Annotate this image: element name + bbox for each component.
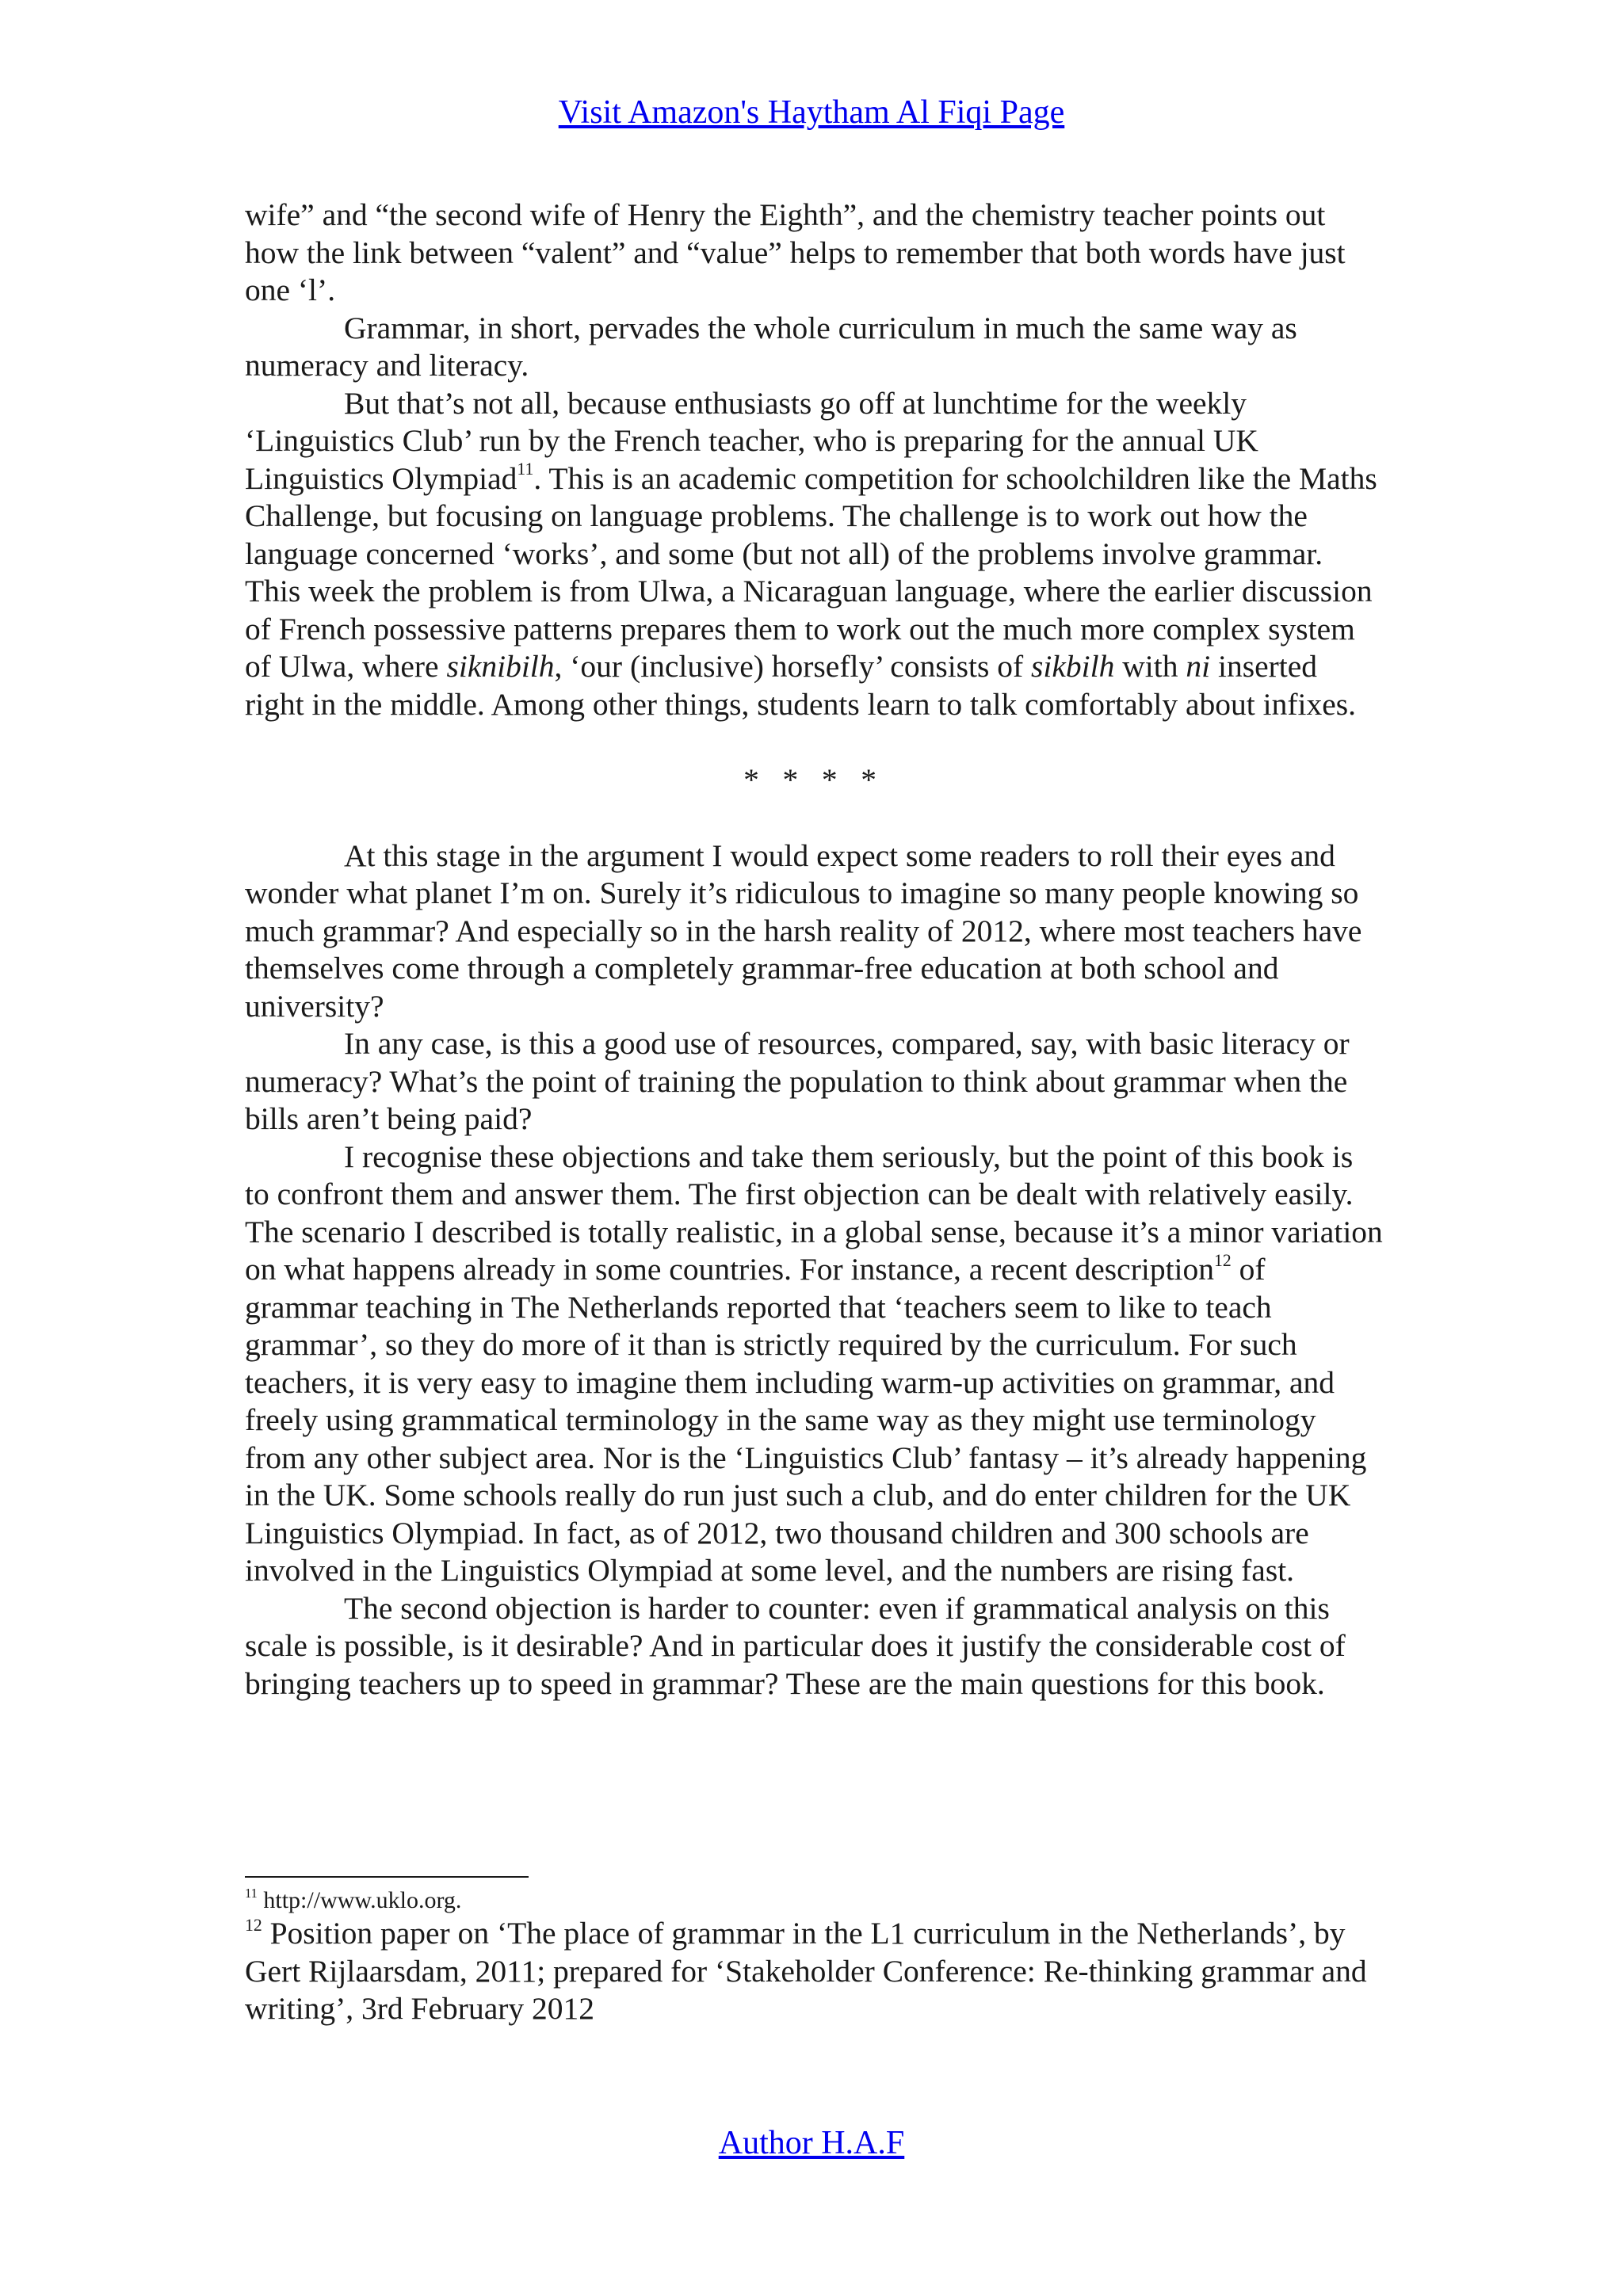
ulwa-word-siknibilh: siknibilh [446,649,555,684]
ulwa-word-sikbilh: sikbilh [1031,649,1115,684]
footnote-12-number: 12 [245,1915,262,1935]
footnote-11 [245,1886,1383,1915]
footnote-divider [245,1876,529,1878]
paragraph-6-text-b: of grammar teaching in The Netherlands reported that ‘teachers seem to like to teach grammar’, so they do more of it than is strictly required by the curriculum. For such teachers, it is very easy to imagine them including warm-up activities on grammar, and freely using grammatical terminology in the same way as they might use terminology from any other subject area. Nor is the ‘Linguistics Club’ fantasy – it’s already happening in the UK. Some schools really do run just such a club, and do enter children for the UK Linguistics Olympiad. In fact, as of 2012, two thousand children and 300 schools are involved in the Linguistics Olympiad at some level, and the numbers are rising fast. [245,1252,1367,1588]
footnote-12-text: Position paper on ‘The place of grammar in the L1 curriculum in the Netherlands’, by Gert Rijlaarsdam, 2011; prepared for ‘Stakeholder Conference: Re-thinking grammar and writing’, 3rd February 2012 [245,1916,1367,2026]
paragraph-3-text-b: . This is an academic competition for schoolchildren like the Maths Challenge, but focusing on language problems. The challenge is to work out how the language concerned ‘works’, and some (but not all) of the problems involve grammar. This week the problem is from Ulwa, a Nicaraguan language, where the earlier discussion of French possessive patterns prepares them to work out the much more complex system of Ulwa, where [245,460,1377,684]
section-separator: * * * * [743,762,884,797]
footnote-ref-11: 11 [517,460,534,479]
body-text [245,196,1383,1703]
footnotes [245,1886,1383,2028]
paragraph-2: Grammar, in short, pervades the whole curriculum in much the same way as numeracy and literacy. [245,310,1297,383]
paragraph-3-text-d: with [1114,649,1186,684]
paragraph-3 [245,385,1383,724]
paragraph-5: In any case, is this a good use of resources, compared, say, with basic literacy or numeracy? What’s the point of training the population to think about grammar when the bills aren’t being paid? [245,1026,1350,1136]
paragraph-3-text-a: But that’s not all, because enthusiasts go off at lunchtime for the weekly ‘Linguistics Club’ run by the French teacher, who is preparing for the annual UK Linguistics Olympiad [245,385,1258,496]
paragraph-6 [245,1138,1383,1590]
footnote-ref-12: 12 [1214,1250,1232,1270]
footnote-11-text: http://www.uklo.org. [257,1887,462,1913]
paragraph-4: At this stage in the argument I would expect some readers to roll their eyes and wonder what planet I’m on. Surely it’s ridiculous to imagine so many people knowing so much grammar? And especially so in the harsh reality of 2012, where most teachers have themselves come through a completely grammar-free education at both school and university? [245,837,1362,1024]
author-link[interactable]: Author H.A.F [718,2125,905,2161]
paragraph-6-text-a: I recognise these objections and take them seriously, but the point of this book is to confront them and answer them. The first objection can be dealt with relatively easily. The scenario I described is totally realistic, in a global sense, because it’s a minor variation on what happens already in some countries. For instance, a recent description [245,1138,1383,1287]
footnote-12 [245,1915,1383,2028]
amazon-author-page-link[interactable]: Visit Amazon's Haytham Al Fiqi Page [558,94,1065,131]
ulwa-infix-ni: ni [1186,649,1211,684]
footnote-11-number: 11 [245,1886,258,1901]
paragraph-3-text-e: inserted right in the middle. Among other things, students learn to talk comfortably about infixes. [245,649,1357,722]
paragraph-1: wife” and “the second wife of Henry the Eighth”, and the chemistry teacher points out how the link between “valent” and “value” helps to remember that both words have just one ‘l’. [245,197,1346,307]
paragraph-7: The second objection is harder to counter: even if grammatical analysis on this scale is possible, is it desirable? And in particular does it justify the considerable cost of bringing teachers up to speed in grammar? These are the main questions for this book. [245,1590,1346,1701]
paragraph-3-text-c: , ‘our (inclusive) horsefly’ consists of [554,649,1032,684]
